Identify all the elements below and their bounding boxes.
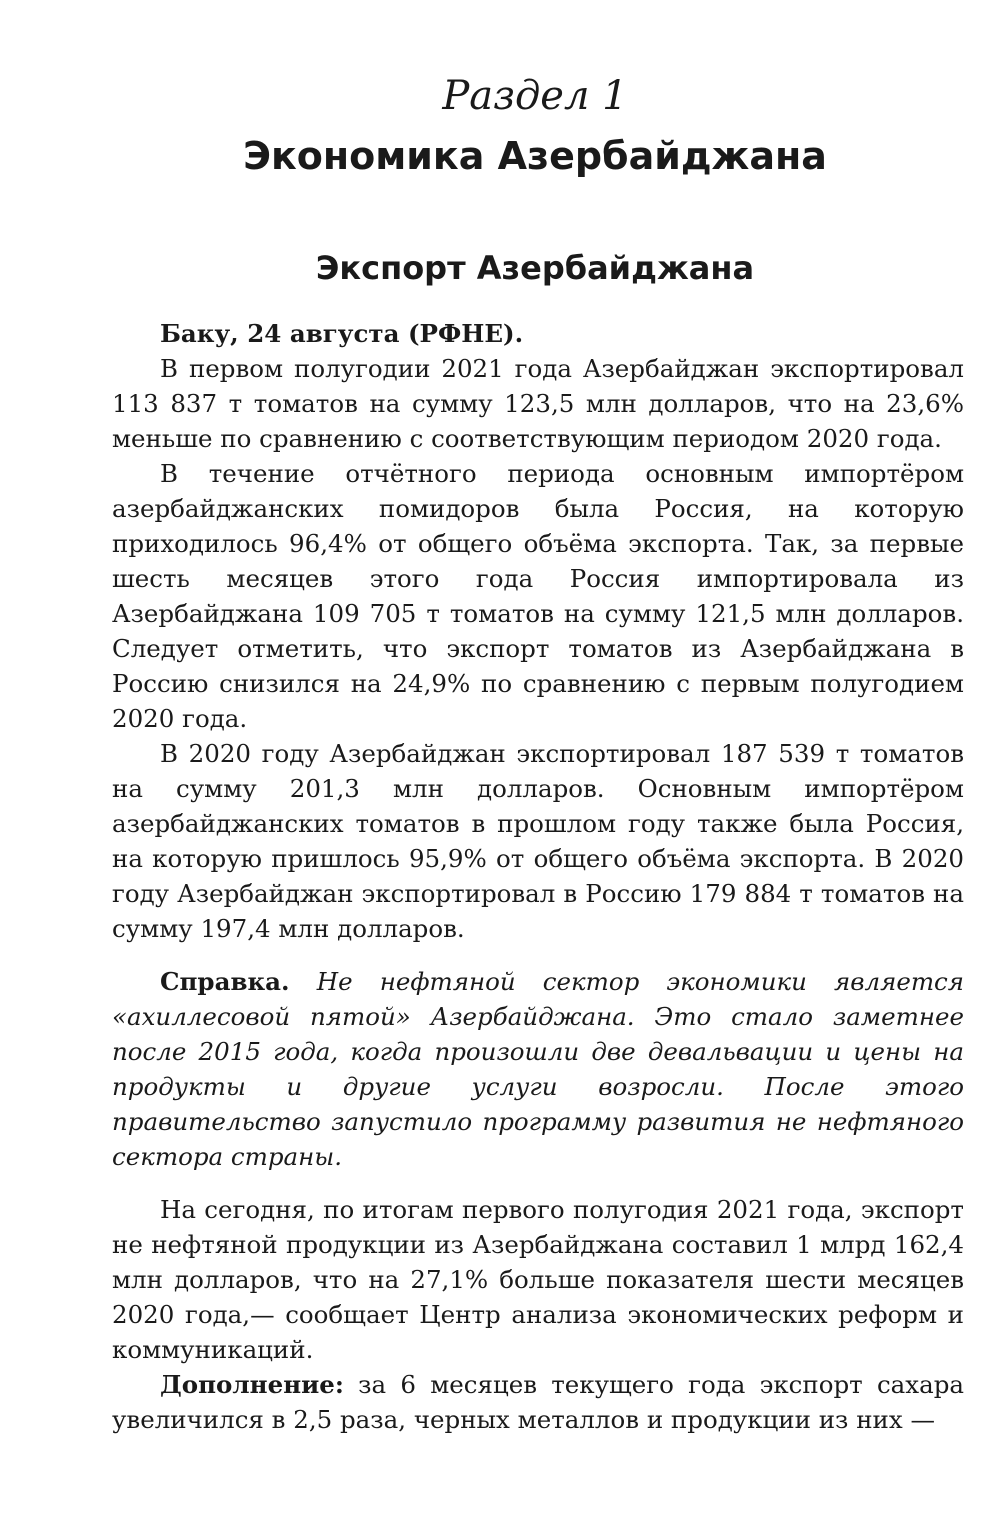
article-title: Экспорт Азербайджана [315,249,755,287]
article-body [112,316,964,1437]
reference-label: Справка. [160,967,290,996]
paragraph-1: В первом полугодии 2021 года Азербайджан экспортировал 113 837 т томатов на сумму 123,5 млн долларов, что на 23,6% меньше по сравнению с соответствующим периодом 2020 года. [112,354,964,453]
dateline: Баку, 24 августа (РФНЕ). [160,319,524,348]
addendum [112,1367,964,1437]
reference-note [112,964,964,1174]
paragraph-3: В 2020 году Азербайджан экспортировал 187 539 т томатов на сумму 201,3 млн долларов. Основным импортёром азербайджанских томатов в прошлом году также была Россия, на которую пришлось 95,9% от общего объёма экспорта. В 2020 году Азербайджан экспортировал в Россию 179 884 т томатов на сумму 197,4 млн долларов. [112,739,964,943]
reference-text: Не нефтяной сектор экономики является «ахиллесовой пятой» Азербайджана. Это стало заметнее после 2015 года, когда произошли две девальвации и цены на продукты и другие услуги возросли. После этого правительство запустило программу развития не нефтяного сектора страны. [112,967,965,1171]
section-label: Раздел 1 [442,73,628,119]
addendum-text: за 6 месяцев текущего года экспорт сахара увеличился в 2,5 раза, черных металлов и продукции из них — [112,1370,964,1434]
addendum-label: Дополнение: [160,1370,344,1399]
paragraph-after-note: На сегодня, по итогам первого полугодия 2021 года, экспорт не нефтяной продукции из Азербайджана составил 1 млрд 162,4 млн долларов, что на 27,1% больше показателя шести месяцев 2020 года,— сообщает Центр анализа экономических реформ и коммуникаций. [112,1195,964,1364]
section-title: Экономика Азербайджана [243,134,827,178]
paragraph-2: В течение отчётного периода основным импортёром азербайджанских помидоров была Россия, на которую приходилось 96,4% от общего объёма экспорта. Так, за первые шесть месяцев этого года Россия импортировала из Азербайджана 109 705 т томатов на сумму 121,5 млн долларов. Следует отметить, что экспорт томатов из Азербайджана в Россию снизился на 24,9% по сравнению с первым полугодием 2020 года. [112,459,964,733]
